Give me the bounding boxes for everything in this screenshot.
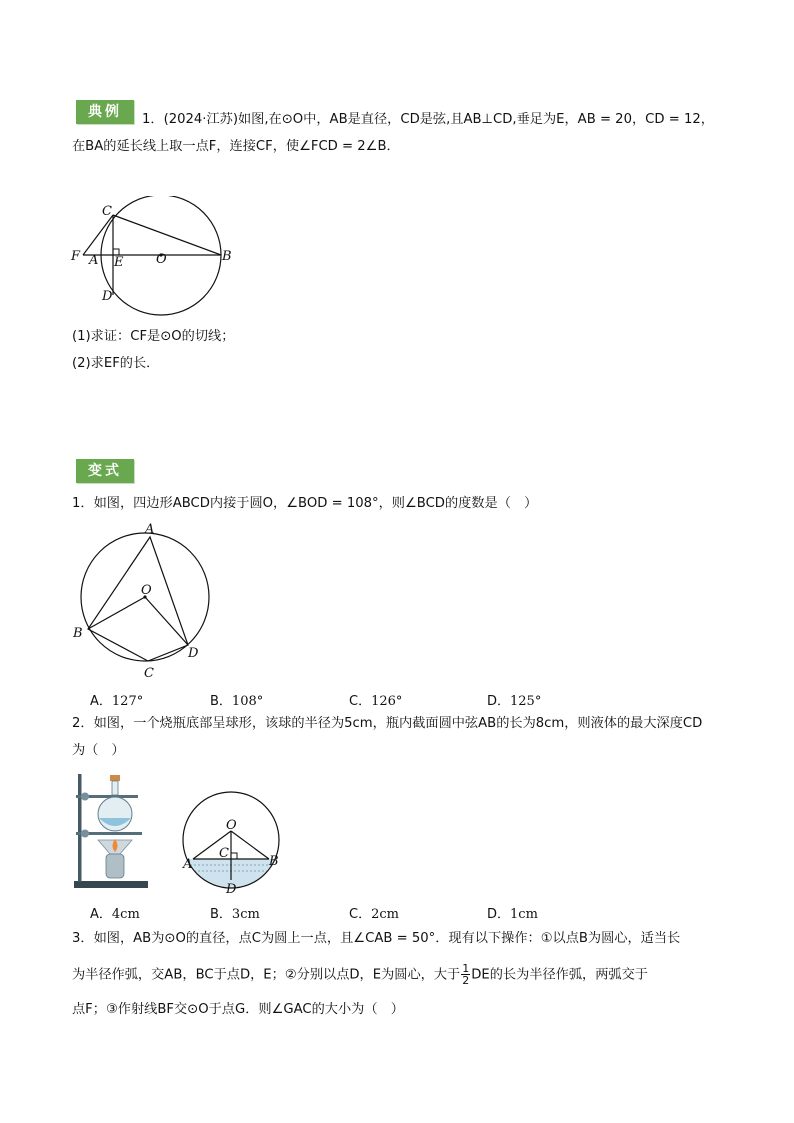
variant-p3-line2 [72, 963, 648, 986]
quadrilateral-abcd [88, 537, 188, 661]
label-a: A [89, 253, 99, 268]
option-letter: C． [349, 907, 372, 922]
variant-p1-text: 1．如图，四边形ABCD内接于圆O，∠BOD = 108°，则∠BCD的度数是（ ） [72, 496, 538, 511]
p1-label-o: O [141, 583, 152, 598]
p2-label-d: D [226, 882, 237, 897]
segment-od [145, 597, 188, 645]
label-f: F [71, 249, 81, 264]
option-letter: B． [210, 694, 232, 709]
option-value: 108° [231, 694, 264, 709]
p2-option-b[interactable] [210, 903, 260, 922]
option-value: 125° [510, 694, 542, 709]
option-value: 3cm [231, 907, 260, 922]
p2-label-c: C [219, 846, 229, 861]
variant-p2-line2: 为（ ） [72, 743, 125, 758]
variant-p3-line3: 点F；③作射线BF交⊙O于点G．则∠GAC的大小为（ ） [72, 1002, 404, 1017]
label-d: D [102, 289, 113, 304]
p1-option-d[interactable] [487, 690, 541, 709]
p2-label-a: A [183, 857, 193, 872]
option-letter: A． [90, 694, 112, 709]
example-text-line2: 在BA的延长线上取一点F，连接CF，使∠FCD = 2∠B． [72, 139, 400, 154]
p2-option-a[interactable] [90, 903, 140, 922]
variant-p1-figure [66, 516, 226, 688]
p2-label-o: O [226, 818, 237, 833]
fraction-numerator: 1 [462, 962, 470, 975]
p1-option-c[interactable] [349, 690, 402, 709]
example-figure [60, 196, 250, 316]
option-value: 4cm [111, 907, 140, 922]
p1-label-a: A [145, 522, 155, 537]
option-letter: D． [487, 694, 511, 709]
p2-option-c[interactable] [349, 903, 399, 922]
variant-p3-line1: 3．如图，AB为⊙O的直径，点C为圆上一点，且∠CAB = 50°．现有以下操作：①以点B为圆心，适当长 [72, 931, 681, 946]
option-value: 127° [111, 694, 144, 709]
flask-apparatus-image [70, 772, 152, 890]
line-cf [83, 215, 113, 255]
variant-p2-line1: 2．如图，一个烧瓶底部呈球形，该球的半径为5cm，瓶内截面圆中弦AB的长为8cm，则液体的最大深度CD [72, 716, 703, 731]
variant-badge: 变式 [76, 459, 134, 483]
option-value: 126° [371, 694, 403, 709]
p1-option-b[interactable] [210, 690, 263, 709]
fraction-denominator: 2 [462, 974, 470, 987]
option-letter: D． [487, 907, 511, 922]
example-question-2: (2)求EF的长． [72, 356, 160, 371]
p3-line2-pre: 为半径作弧，交AB，BC于点D，E；②分别以点D，E为圆心，大于 [72, 967, 461, 983]
p1-label-d: D [188, 646, 199, 661]
option-value: 1cm [510, 907, 538, 922]
segment-ob [88, 597, 145, 629]
option-letter: B． [210, 907, 232, 922]
option-letter: A． [90, 907, 112, 922]
example-text-line1: 1．(2024·江苏)如图,在⊙O中，AB是直径，CD是弦,且AB⊥CD,垂足为E，AB = 20，CD = 12， [142, 112, 714, 127]
label-b: B [222, 249, 232, 264]
p2-label-b: B [269, 854, 279, 869]
option-letter: C． [349, 694, 372, 709]
fraction-one-half [461, 963, 470, 986]
p1-label-c: C [144, 666, 154, 681]
example-badge: 典例 [76, 100, 134, 124]
line-cb [113, 215, 221, 255]
label-o: O [156, 252, 167, 267]
option-value: 2cm [371, 907, 399, 922]
example-question-1: (1)求证：CF是⊙O的切线； [72, 329, 235, 344]
p2-option-d[interactable] [487, 903, 538, 922]
p2-right-angle-mark [231, 853, 237, 859]
p1-label-b: B [73, 626, 83, 641]
variant-p2-figure [180, 782, 290, 898]
p1-option-a[interactable] [90, 690, 143, 709]
label-e: E [114, 255, 124, 270]
label-c: C [102, 204, 112, 219]
p3-line2-post: DE的长为半径作弧，两弧交于 [471, 967, 648, 983]
